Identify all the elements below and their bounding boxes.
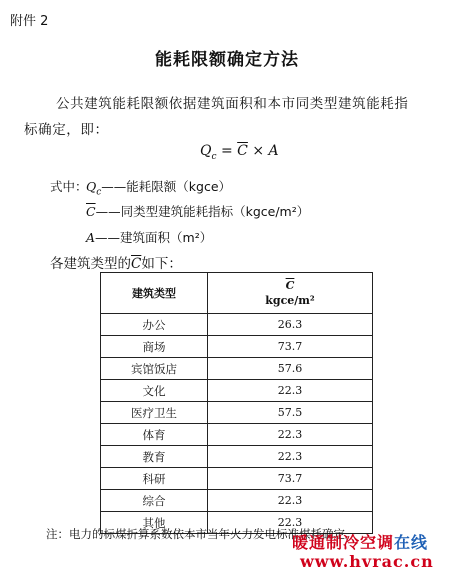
definition-text: ——建筑面积（m²）	[95, 230, 213, 245]
table-cell-type: 教育	[101, 446, 208, 468]
definition-symbol: Q	[86, 179, 97, 194]
definition-symbol: A	[86, 230, 96, 245]
table-cell-type: 科研	[101, 468, 208, 490]
table-cell-value: 22.3	[208, 424, 373, 446]
table-cell-value: 22.3	[208, 446, 373, 468]
formula	[200, 143, 279, 162]
header-building-type: 建筑类型	[101, 273, 208, 314]
definitions-prefix: 式中：	[50, 179, 88, 194]
intro-line-1: 公共建筑能耗限额依据建筑面积和本市同类型建筑能耗指	[56, 96, 409, 112]
formula-lhs-sub: c	[211, 151, 217, 162]
table-cell-type: 综合	[101, 490, 208, 512]
definition-symbol-sub: c	[96, 187, 102, 198]
table-cell-value: 22.3	[208, 490, 373, 512]
table-row	[101, 402, 373, 424]
table-header-row	[101, 273, 373, 314]
table-cell-type: 其他	[101, 512, 208, 534]
definition-index	[86, 202, 309, 220]
coefficient-table	[100, 272, 373, 534]
table-row	[101, 380, 373, 402]
types-heading-symbol: $\overline{C}$	[131, 256, 142, 272]
header-coefficient-symbol: $\overline{C}$	[285, 279, 295, 292]
intro-line-2: 标确定，即：	[24, 122, 109, 138]
formula-times: ×	[247, 143, 269, 159]
types-heading-post: 如下：	[141, 256, 182, 272]
table-cell-value: 57.6	[208, 358, 373, 380]
watermark-part2: 在线	[394, 533, 429, 552]
table-row	[101, 424, 373, 446]
definition-symbol: $\overline{C}$	[86, 204, 96, 219]
footnote: 注：电力的标煤折算系数依本市当年火力发电标准煤耗确定。	[46, 527, 357, 541]
types-heading	[50, 252, 182, 272]
table-cell-value: 22.3	[208, 512, 373, 534]
table-cell-type: 文化	[101, 380, 208, 402]
table-cell-type: 体育	[101, 424, 208, 446]
table-row	[101, 490, 373, 512]
header-coefficient-unit: kgce/m²	[265, 294, 315, 307]
table-cell-type: 办公	[101, 314, 208, 336]
definition-text: ——同类型建筑能耗指标（kgce/m²）	[95, 204, 310, 219]
table-cell-value: 73.7	[208, 336, 373, 358]
header-coefficient	[208, 273, 373, 314]
table-row	[101, 336, 373, 358]
formula-equals: =	[216, 143, 238, 159]
table-cell-type: 医疗卫生	[101, 402, 208, 424]
table-row	[101, 358, 373, 380]
table-cell-type: 宾馆饭店	[101, 358, 208, 380]
table-cell-value: 22.3	[208, 380, 373, 402]
table-row	[101, 446, 373, 468]
formula-coef: $\overline{C}$	[237, 143, 248, 159]
table-row	[101, 314, 373, 336]
formula-lhs: Q	[200, 143, 212, 159]
watermark-part1: 暖通制冷空调	[292, 533, 395, 552]
appendix-label: 附件 2	[10, 14, 49, 29]
definition-text: ——能耗限额（kgce）	[101, 179, 232, 194]
watermark-url: www.hvrac.cn	[300, 552, 434, 571]
types-heading-pre: 各建筑类型的	[50, 256, 131, 272]
table-cell-value: 26.3	[208, 314, 373, 336]
definition-quota	[86, 177, 231, 198]
table-row	[101, 468, 373, 490]
table-cell-value: 73.7	[208, 468, 373, 490]
page-title: 能耗限额确定方法	[155, 50, 299, 70]
definition-area	[86, 228, 212, 246]
watermark-logo	[292, 530, 428, 553]
formula-area: A	[268, 143, 279, 159]
table-cell-type: 商场	[101, 336, 208, 358]
table-cell-value: 57.5	[208, 402, 373, 424]
